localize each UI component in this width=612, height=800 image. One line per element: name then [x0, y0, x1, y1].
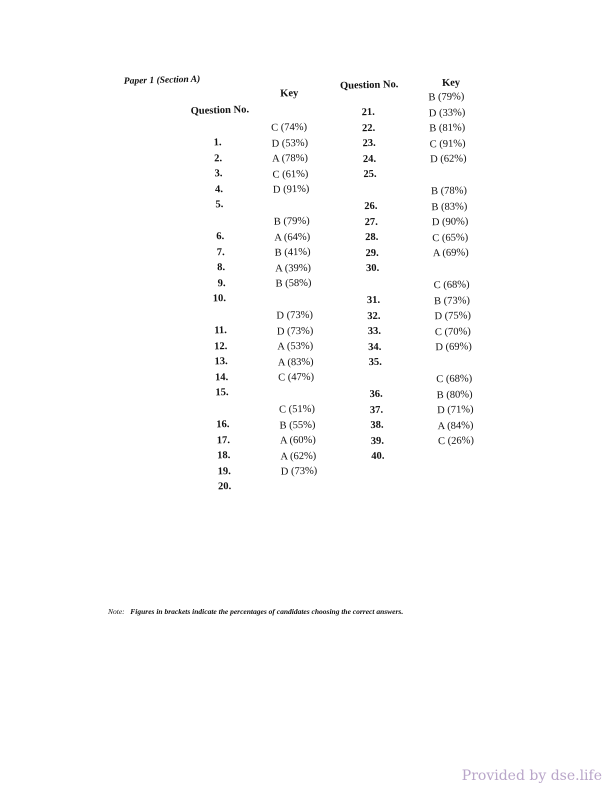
right-question-39: 39.	[370, 435, 385, 447]
left-key-17: B (55%)	[279, 419, 316, 432]
right-key-28: D (90%)	[431, 216, 469, 229]
left-question-20: 20.	[217, 481, 232, 493]
right-key-24: C (91%)	[429, 138, 466, 151]
right-key-34: C (70%)	[434, 326, 471, 339]
right-question-32: 32.	[367, 310, 381, 322]
right-key-25: D (62%)	[429, 153, 467, 166]
right-question-23: 23.	[362, 138, 376, 150]
left-key-8: B (41%)	[274, 246, 311, 259]
section-title: Paper 1 (Section A)	[123, 74, 201, 87]
note-text: Figures in brackets indicate the percentages of candidates choosing the correct answers.	[130, 607, 404, 616]
footnote	[108, 607, 403, 616]
right-question-38: 38.	[370, 419, 384, 432]
left-question-8: 8.	[217, 262, 226, 274]
right-key-38: D (71%)	[436, 404, 474, 417]
right-question-27: 27.	[364, 216, 379, 228]
left-key-18: A (60%)	[279, 434, 316, 447]
left-question-15: 15.	[215, 387, 229, 399]
right-key-39: A (84%)	[437, 420, 474, 433]
right-question-29: 29.	[365, 247, 379, 259]
right-question-21: 21.	[361, 106, 375, 119]
right-question-28: 28.	[365, 231, 379, 244]
right-key-37: B (80%)	[436, 388, 473, 401]
left-question-5: 5.	[215, 199, 224, 211]
left-question-10: 10.	[212, 293, 227, 305]
left-question-header: Question No.	[190, 104, 250, 117]
left-key-11: D (73%)	[276, 309, 314, 322]
right-key-33: D (75%)	[434, 310, 472, 323]
left-question-16: 16.	[216, 419, 230, 431]
left-question-9: 9.	[217, 277, 226, 290]
right-key-23: B (81%)	[429, 122, 466, 135]
left-key-7: A (64%)	[274, 231, 311, 244]
left-key-6: B (79%)	[273, 215, 310, 228]
right-key-29: C (65%)	[432, 232, 469, 245]
left-key-5: D (91%)	[272, 184, 310, 197]
left-key-9: A (39%)	[274, 262, 312, 275]
right-question-34: 34.	[368, 341, 382, 353]
left-question-19: 19.	[217, 465, 231, 478]
right-key-35: D (69%)	[435, 341, 472, 354]
left-key-13: A (53%)	[277, 340, 314, 353]
left-question-2: 2.	[213, 152, 223, 164]
right-question-37: 37.	[369, 404, 384, 416]
left-key-12: D (73%)	[276, 325, 314, 338]
right-question-36: 36.	[369, 388, 383, 401]
right-question-26: 26.	[364, 200, 378, 213]
left-key-10: B (58%)	[275, 278, 312, 291]
right-question-25: 25.	[363, 169, 377, 181]
left-key-16: C (51%)	[278, 403, 316, 416]
left-question-7: 7.	[216, 246, 225, 258]
left-key-1: C (74%)	[271, 121, 308, 134]
right-question-header: Question No.	[339, 79, 399, 92]
provider-watermark: Provided by dse.life	[461, 768, 602, 784]
left-key-15: C (47%)	[278, 372, 315, 385]
left-question-11: 11.	[214, 325, 227, 337]
left-key-3: A (78%)	[271, 152, 309, 165]
right-question-22: 22.	[361, 122, 376, 134]
right-key-31: C (68%)	[433, 279, 470, 292]
right-key-36: C (68%)	[436, 373, 473, 386]
right-question-31: 31.	[366, 294, 381, 307]
left-question-1: 1.	[213, 137, 222, 149]
left-key-20: D (73%)	[280, 465, 318, 478]
right-question-40: 40.	[371, 451, 385, 463]
right-key-40: C (26%)	[437, 435, 475, 448]
left-question-18: 18.	[217, 450, 231, 462]
note-label: Note:	[108, 607, 125, 616]
right-question-33: 33.	[367, 325, 382, 338]
left-key-2: D (53%)	[271, 137, 309, 150]
right-question-35: 35.	[368, 357, 382, 369]
left-key-header: Key	[280, 87, 299, 100]
left-question-3: 3.	[214, 168, 223, 180]
left-question-12: 12.	[213, 340, 228, 353]
right-question-30: 30.	[365, 263, 380, 275]
left-question-17: 17.	[216, 434, 231, 446]
right-key-22: D (33%)	[428, 106, 466, 119]
right-key-32: B (73%)	[433, 294, 471, 307]
left-question-4: 4.	[214, 183, 224, 196]
right-key-30: A (69%)	[432, 247, 469, 260]
right-key-27: B (83%)	[431, 200, 468, 213]
left-key-14: A (83%)	[277, 356, 314, 369]
left-question-6: 6.	[216, 231, 225, 243]
left-key-4: C (61%)	[272, 168, 309, 181]
left-question-14: 14.	[214, 371, 229, 384]
left-key-19: A (62%)	[280, 450, 317, 463]
right-key-26: B (78%)	[430, 185, 468, 198]
right-question-24: 24.	[362, 153, 377, 165]
right-key-header: Key	[441, 77, 461, 89]
right-key-21: B (79%)	[428, 91, 465, 104]
left-question-13: 13.	[214, 356, 228, 368]
